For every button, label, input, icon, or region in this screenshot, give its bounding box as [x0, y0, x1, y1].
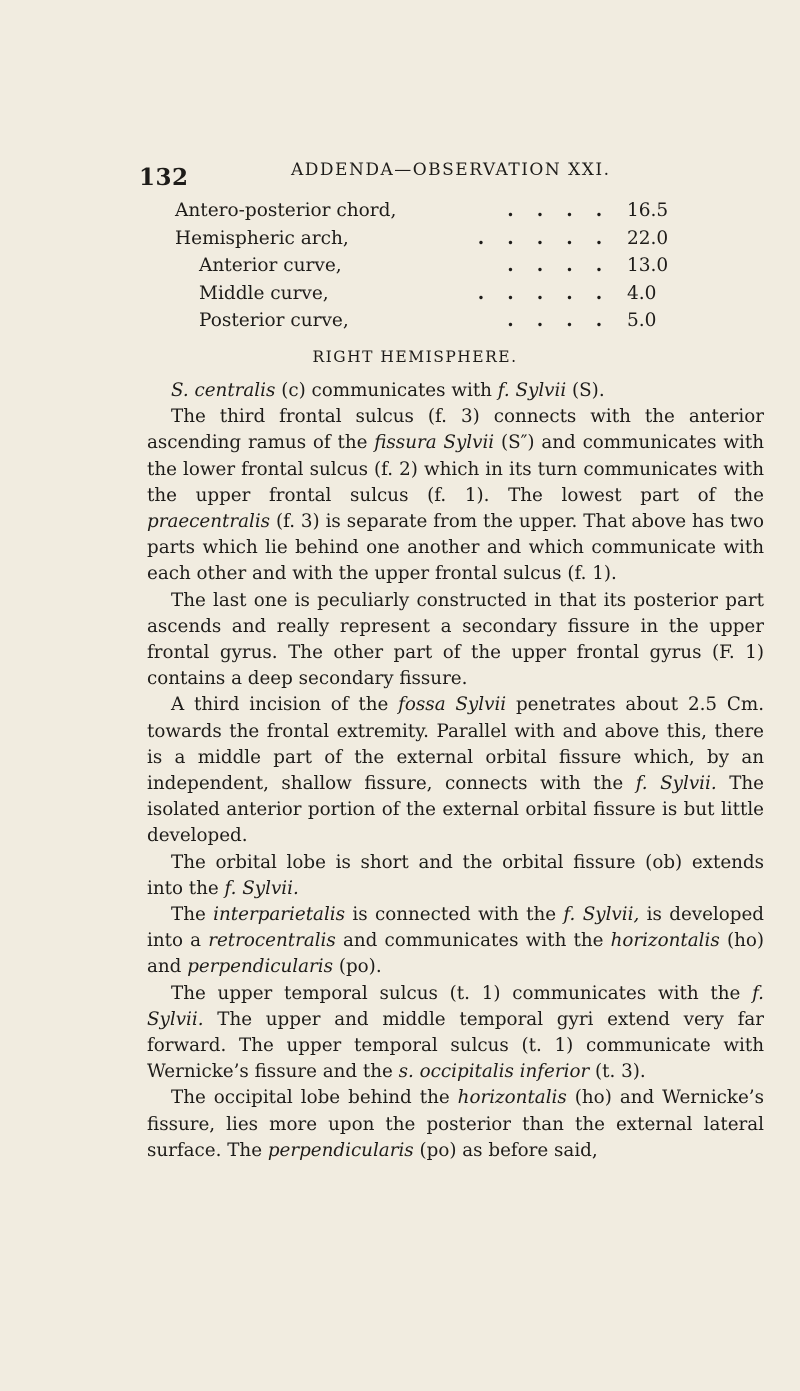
text-run: The last one is peculiarly constructed in that its posterior part ascends and really represent a secondary fissure in the upper frontal gyrus. The other part of the upper frontal gyrus (F. 1) contains a deep secondary fissure. [147, 589, 764, 690]
measurement-label: Middle curve, [199, 282, 329, 304]
text-run: The upper temporal sulcus (t. 1) communicates with the [171, 982, 753, 1004]
text-run: The occipital lobe behind the [171, 1087, 458, 1109]
text-run: (S). [566, 380, 605, 401]
italic-term: fossa Sylvii [398, 694, 507, 716]
paragraph [147, 902, 764, 981]
paragraph [147, 850, 764, 902]
measurement-value: 5.0 [627, 310, 657, 331]
paragraph [147, 981, 764, 1086]
italic-term: fissura Sylvii [374, 432, 495, 454]
measurement-label: Anterior curve, [199, 255, 342, 276]
measurement-row [175, 255, 735, 283]
text-run: (S″) and communicates with the lower frontal sulcus (f. 2) which in its turn communicates with the upper frontal sulcus (f. 1). The lowest part of the [147, 432, 764, 506]
leader-dots: . . . . . [477, 227, 603, 249]
body-text [147, 378, 764, 1164]
text-run: (ho) and Wernicke’s fissure, lies more upon the posterior than the external lateral surface. The [147, 1087, 764, 1161]
text-run: The isolated anterior portion of the external orbital fissure is but little developed. [147, 773, 764, 847]
text-run: The upper and middle temporal gyri extend very far forward. The upper temporal sulcus (t. 1) communicate with Wernicke’s fissure and the [147, 1008, 764, 1083]
italic-term: f. Sylvii, [563, 904, 640, 926]
italic-term: f. Sylvii [497, 380, 567, 401]
measurement-table [175, 200, 735, 338]
italic-term: f. Sylvii. [635, 773, 717, 795]
italic-term: S. centralis [171, 380, 276, 401]
text-run: is connected with the [345, 904, 564, 926]
leader-dots: . . . . [507, 200, 603, 221]
paragraph [147, 692, 764, 849]
text-run: (po) as before said, [413, 1139, 598, 1161]
text-run: (po). [333, 956, 382, 978]
measurement-value: 4.0 [627, 282, 657, 304]
text-run: (t. 3). [589, 1061, 646, 1083]
measurement-row [175, 200, 735, 228]
text-run: A third incision of the [171, 694, 399, 716]
text-run: (c) communicates with [275, 380, 498, 401]
italic-term: praecentralis [147, 511, 271, 533]
text-run: The third frontal sulcus (f. 3) connects with the anterior ascending ramus of the [147, 406, 764, 454]
italic-term: f. Sylvii. [224, 877, 299, 899]
measurement-value: 22.0 [627, 227, 669, 249]
measurement-row [175, 283, 735, 311]
text-run: is developed into a [147, 904, 764, 952]
measurement-label: Hemispheric arch, [175, 227, 349, 249]
measurement-value: 13.0 [627, 255, 669, 276]
italic-term: f. Sylvii. [147, 982, 764, 1030]
text-run: penetrates about 2.5 Cm. towards the frontal extremity. Parallel with and above this, there is a middle part of the external orbital fissure which, by an independent, shallow fissure, connects with the [147, 694, 765, 795]
italic-term: horizontalis [457, 1087, 567, 1109]
leader-dots: . . . . [507, 255, 603, 276]
measurement-row [175, 228, 735, 256]
leader-dots: . . . . [507, 310, 603, 331]
italic-term: s. occipitalis inferior [398, 1061, 590, 1083]
italic-term: perpendicularis [187, 956, 334, 978]
paragraph [147, 588, 764, 693]
paragraph [147, 404, 764, 587]
measurement-label: Posterior curve, [199, 310, 349, 331]
paragraph [147, 378, 764, 404]
italic-term: interparietalis [213, 904, 346, 926]
measurement-row [175, 310, 735, 338]
text-run: The orbital lobe is short and the orbital fissure (ob) extends into the [147, 851, 764, 899]
italic-term: horizontalis [610, 930, 720, 952]
text-run: (f. 3) is separate from the upper. That above has two parts which lie behind one another and which communicate with each other and with the upper frontal sulcus (f. 1). [147, 511, 764, 585]
text-run: (ho) and [147, 930, 764, 978]
text-run: and communicates with the [335, 930, 611, 952]
italic-term: retrocentralis [208, 930, 336, 952]
running-head: ADDENDA—OBSERVATION XXI. [291, 160, 611, 180]
paragraph [147, 1085, 764, 1164]
italic-term: perpendicularis [267, 1139, 414, 1161]
text-run: The [171, 904, 214, 926]
leader-dots: . . . . . [477, 282, 603, 304]
page-number: 132 [139, 164, 189, 191]
measurement-label: Antero-posterior chord, [175, 200, 397, 221]
measurement-value: 16.5 [627, 200, 669, 221]
section-heading: RIGHT HEMISPHERE. [312, 348, 518, 366]
